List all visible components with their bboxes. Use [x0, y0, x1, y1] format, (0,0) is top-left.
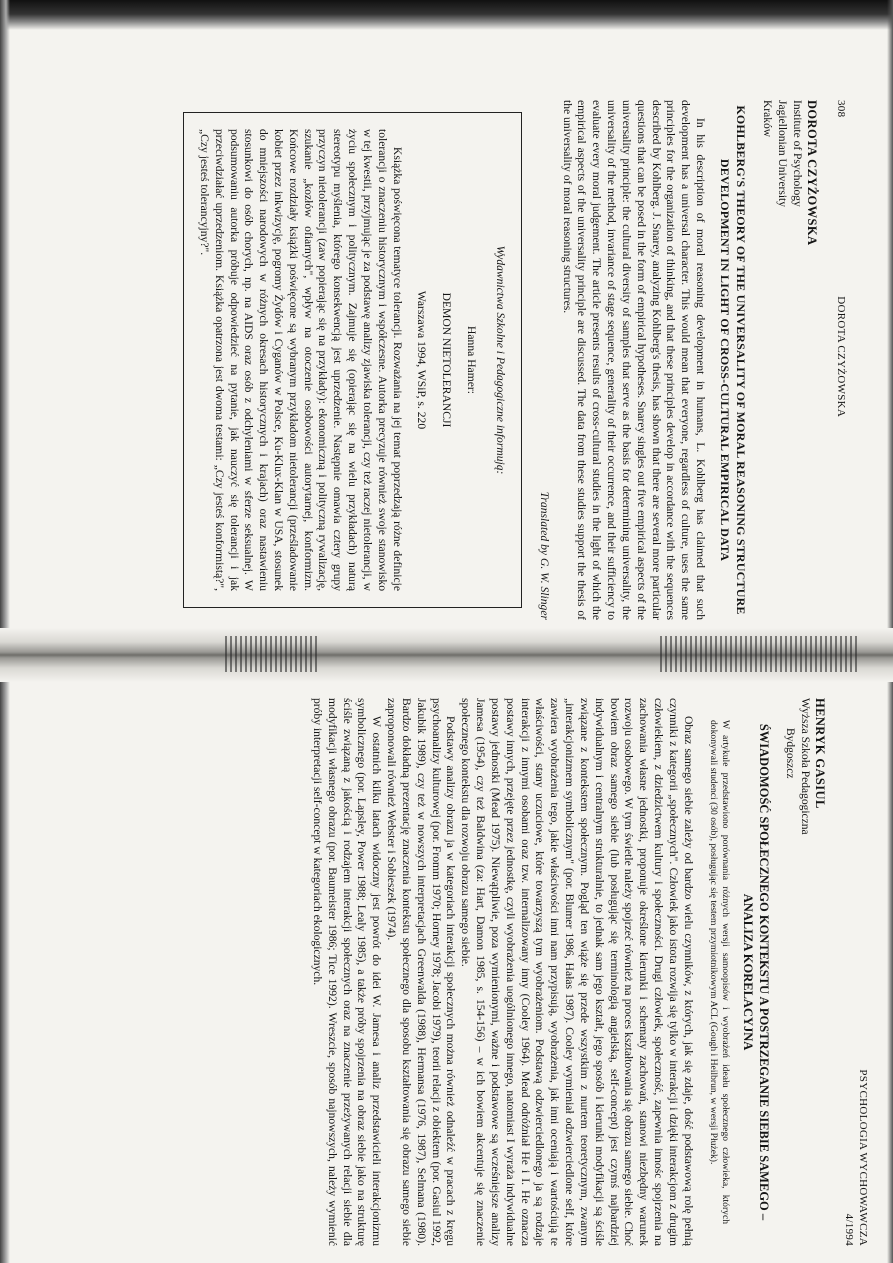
summary-paragraph: In his description of moral reasoning development in humans, L. Kohlberg has claimed that such development has a universal character. This would mean that everyone, regardless of culture, uses the same principles for the organization of thinking, and that these principles develop in accordance with the sequences described by Kohlberg. J. Snarey, analyzing Kohlberg's thesis, has shown that there are several more particular questions that can be posed in the form of empirical hypotheses. Snarey singles out five empirical aspects of the universality principle: the cultural diversity of samples that serve as the basis for determining universality, the universality of the method, invariance of stage sequence, generality of their occurrence, and their sufficiency to evaluate every moral judgement. The article presents results of cross-cultural studies in the light of which the empirical aspects of the universality principle are discussed. The data from these studies support the thesis of the universality of moral reasoning structures.	[560, 100, 708, 620]
article-page	[30, 692, 870, 1252]
book-title: DEMON NIETOLERANCJI	[440, 292, 454, 428]
translator-credit: Translated by G. W. Slinger	[537, 491, 551, 620]
affiliation-line: Kraków	[761, 100, 774, 138]
body-paragraph: Obraz samego siebie zależy od bardzo wielu czynników, z których, jak się zdaje, dość podstawową rolę pełnią czynniki z kategorii „społecznych". Człowiek jako istota rozwija się tylko w interakcji i dzięki interakcjom z drugim człowiekiem, z dziedzictwem kultury i społeczności. Drugi człowiek, społeczność, zapewnia innośc spojrzenia na zachowania własne jednostki, proponuje określone kierunki i schematy zachowań, stanowi niezbędny warunek rozwoju osobowego. W tym świetle należy spojrzeć również na proces kształtowania się obrazu samego siebie. Choć bowiem obraz samego siebie (lub posługując się terminologią angielską, self-concept) jest czymś najbardziej indywidualnym i centralnym strukturalnie, to jednak sam jego kształt, jego sposób i kierunki modyfikacji są ściśle związane z kontekstem społecznym. Pogląd ten wiąże się przede wszystkim z nurtem teoretycznym, zwanym „interakcjonizmem symbolicznym" (por. Blumer 1986, Hałas 1987). Cooley wymieniał odzwierciedlone self, które zawiera wyobrażenia tego, jakie właściwości inni nam przypisują, wyobrażenia, jak inni oceniają i wartościują te właściwości, stany uczuciowe, które towarzyszą tym wyobrażeniom. Podstawą odzwierciedlonego ja są rodzaje interakcji z innymi osobami oraz tzw. internalizowany inny (Cooley 1964). Mead odróżniał He i I. He oznacza postawy innych, przejęte przez jednostkę, czyli wyobrażenia uogólnionego innego, natomiast I wyraża indywidualne postawy jednostki (Mead 1975). Niewątpliwie, poza wymienionymi, ważne i podstawowe są wcześniejsze analizy Jamesa (1954), czy też Baldwina (za: Hart, Damon 1985, s. 154-156) – w ich bowiem akcentuje się znaczenie społecznego kontekstu dla rozwoju obrazu samego siebie.	[459, 698, 695, 1246]
affiliation-line: Bydgoszcz	[784, 728, 797, 779]
affiliation-line: Wyższa Szkoła Pedagogiczna	[798, 698, 811, 835]
running-head: DOROTA CZYŻOWSKA	[835, 296, 847, 418]
gutter-noise	[660, 636, 860, 672]
article-title: ŚWIADOMOŚĆ SPOŁECZNEGO KONTEKSTU A POSTRZEGANIE SIEBIE SAMEGO – ANALIZA KORELACYJNA	[740, 723, 772, 1221]
body-paragraph: Podstawy analizy obrazu ja w kategoriach interakcji społecznych można również odnaleźć w pracach z kręgu psychoanalizy kulturowej (por. Fromm 1970; Horney 1978; Jacobi 1979), teorii relacji z obiektem (por. Gasiul 1992, Jakubik 1989), czy też w nowszych interpretacjach Greenwalda (1988), Hermansa (1976, 1987), Selmana (1980). Bardzo dokładną prezentację znaczenia kontekstu społecznego dla sposobu kształtowania się obrazu samego siebie zaproponowali również Webster i Sobieszek (1974).	[385, 698, 458, 1246]
running-header	[834, 100, 848, 620]
affiliation-line: Jagiellonian University	[776, 100, 789, 207]
article-author: HENRYK GASIUL	[812, 698, 827, 809]
book-author: Hanna Hamer:	[465, 326, 479, 394]
journal-name: PSYCHOLOGIA WYCHOWAWCZA	[857, 1069, 869, 1246]
journal-header	[842, 692, 870, 1252]
page-number: 308	[835, 100, 847, 118]
gutter-noise	[225, 636, 320, 672]
article-title: KOHLBERG'S THEORY OF THE UNIVERSALITY OF MORAL REASONING STRUCTURE DEVELOPMENT IN LIGHT OF CROSS-CULTURAL EMPIRICAL DATA	[718, 105, 748, 615]
affiliation-line: Institute of Psychology	[790, 100, 803, 207]
article-author: DOROTA CZYŻOWSKA	[804, 100, 819, 246]
scan-edge-top	[0, 0, 893, 30]
book-description: Książka poświęcona tematyce tolerancji. Rozważania na jej temat poprzedzają różne definicje tolerancji o znaczeniu historycznym i współczesne. Autorka precyzuje również swoje stanowisko w tej kwestii, przyjmując je za podstawę analizy zjawiska tolerancji, czy też raczej nietolerancji, w życiu społecznym i politycznym. Zajmuje się (opierając się na wielu przykładach) naturą stereotypu myślenia, którego konsekwencją jest uprzedzenie. Następnie omawia cztery grupy przyczyn nietolerancji (zaw popierając się na przykłady): ekonomiczną i polityczną rywalizację, szukanie „kozłów ofiarnych", wpływ na otoczenie osobowości autorytarnej, konformizm. Końcowe rozdziały książki poświęcone są wybranym przykładom nietolerancji (prześladowanie kobiet przez inkwizycję, pogromy Żydów i Cyganów w Polsce, Ku-Klux-Klan w USA, stosunek do mniejszości narodowych w różnych okresach historycznych i krajach) oraz nastawieniu stosunkowi do osób chorych, np. na AIDS oraz osób z odchyleniami w sferze seksualnej. W podsumowaniu autorka próbuje odpowiedzieć na pytanie, jak nauczyć się tolerancji i jak przeciwdziałać uprzedzeniom. Książka opatrzona jest dwoma testami: „Czy jesteś konformistą?", „Czy jesteś tolerancyjny?".	[197, 129, 404, 591]
journal-issue: 4/1994	[842, 1213, 855, 1246]
book-announcement-box	[183, 112, 522, 608]
body-paragraph: W ostatnich kilku latach widoczny jest powrót do idei W. Jamesa i analiz przedstawicieli interakcjonizmu symbolicznego (por. Lapsley, Power 1988; Lealy 1985), a także próby spojrzenia na obraz siebie jako na strukturę ściśle związaną z jakością i rodzajem interakcji społecznych oraz na znaczenie przeżywanych relacji siebie dla modyfikacji własnego obrazu (por. Baumeister 1986; Tice 1992). Wreszcie, sposób najnowszych, należy wymienić próby interpretacji self-concept w kategoriach ekologicznych.	[310, 698, 384, 1246]
article-abstract: W artykule przedstawiono porównania różnych wersji samoopisów i wyobrażeń ideału społecznego człowieka, których dokonywali studenci (30 osób), posługując się testem przymiotnikowym ACL (Gough i Heilbrun, w wersji Płużek).	[707, 720, 731, 1224]
page-308	[28, 100, 848, 620]
publisher-note: Wydawnictwa Szkolne i Pedagogiczne informują:	[493, 245, 507, 475]
book-details: Warszawa 1994, WSiP, s. 220	[415, 290, 429, 430]
